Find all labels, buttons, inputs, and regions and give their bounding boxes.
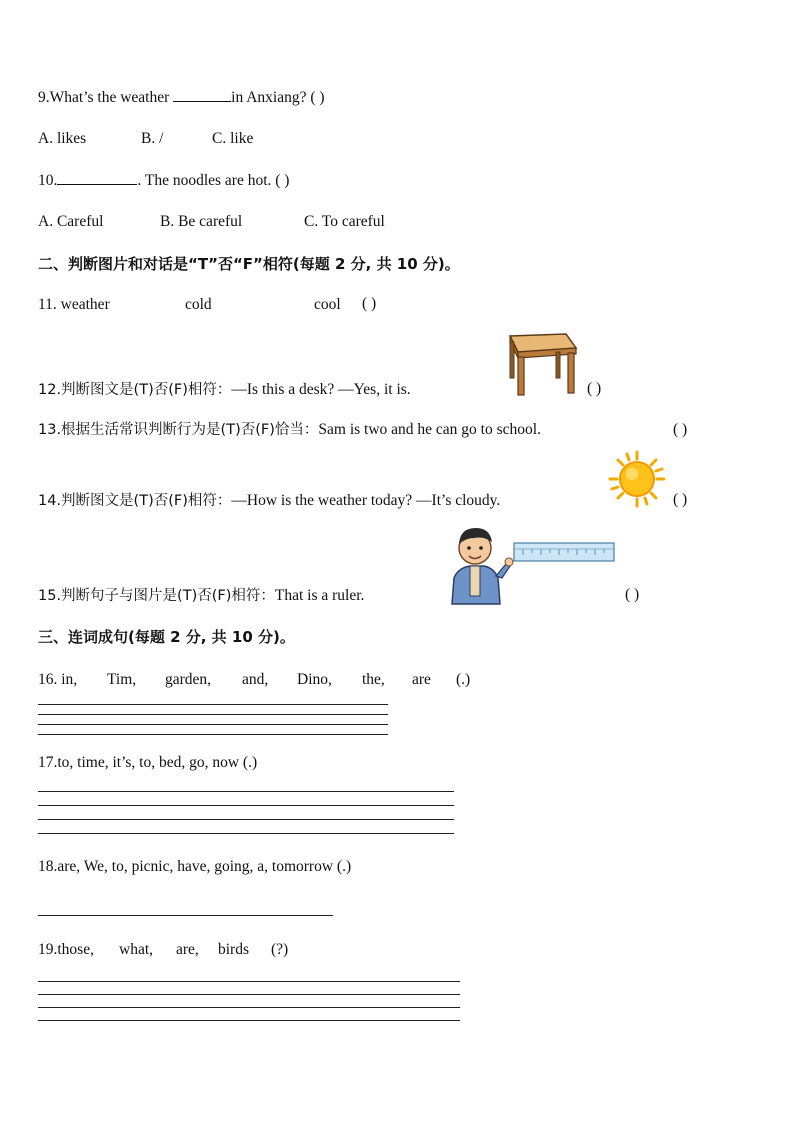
desk-icon — [500, 332, 578, 398]
q13-answer-paren[interactable]: ( ) — [673, 421, 688, 438]
q16-word: and, — [242, 671, 269, 688]
q16-word: are — [412, 671, 431, 688]
q9-option-b: B. / — [141, 130, 164, 147]
q16-word: 16. in, — [38, 671, 78, 688]
question-10: 10. . The noodles are hot. ( ) — [38, 172, 290, 189]
q10-option-c: C. To careful — [304, 213, 385, 230]
q9-option-c: C. like — [212, 130, 254, 147]
answer-line[interactable] — [38, 724, 388, 725]
q11-word-cold: cold — [185, 296, 212, 313]
q19-word: what, — [119, 941, 154, 958]
q19-word: birds — [218, 941, 249, 958]
answer-blank[interactable] — [57, 170, 137, 185]
q16-word: Dino, — [297, 671, 332, 688]
sun-icon — [608, 450, 666, 508]
q11-answer-paren[interactable]: ( ) — [362, 295, 377, 312]
answer-line[interactable] — [38, 714, 388, 715]
q16-word: (.) — [456, 671, 471, 688]
ruler-icon — [513, 541, 616, 563]
q11-number-word: 11. weather — [38, 296, 110, 313]
q16-word: Tim, — [107, 671, 137, 688]
q19-word: 19.those, — [38, 941, 94, 958]
section-3-heading: 三、连词成句(每题 2 分, 共 10 分)。 — [38, 628, 295, 646]
question-17: 17.to, time, it’s, to, bed, go, now (.) — [38, 754, 258, 771]
answer-line[interactable] — [38, 704, 388, 705]
boy-pointing-icon — [444, 520, 514, 604]
question-12: 12.判断图文是(T)否(F)相符：—Is this a desk? —Yes, it is. — [38, 381, 411, 398]
answer-line[interactable] — [38, 819, 454, 820]
answer-line[interactable] — [38, 994, 460, 995]
answer-line[interactable] — [38, 805, 454, 806]
answer-line[interactable] — [38, 915, 333, 916]
q9-option-a: A. likes — [38, 130, 87, 147]
q12-answer-paren[interactable]: ( ) — [587, 380, 602, 397]
q19-word: (?) — [271, 941, 289, 958]
answer-line[interactable] — [38, 1020, 460, 1021]
question-15: 15.判断句子与图片是(T)否(F)相符：That is a ruler. — [38, 587, 365, 604]
answer-line[interactable] — [38, 734, 388, 735]
q16-word: the, — [362, 671, 385, 688]
q14-answer-paren[interactable]: ( ) — [673, 491, 688, 508]
section-2-heading: 二、判断图片和对话是“T”否“F”相符(每题 2 分, 共 10 分)。 — [38, 255, 460, 273]
q11-word-cool: cool — [314, 296, 341, 313]
answer-blank[interactable] — [173, 87, 231, 102]
question-18: 18.are, We, to, picnic, have, going, a, tomorrow (.) — [38, 858, 352, 875]
q16-word: garden, — [165, 671, 212, 688]
answer-line[interactable] — [38, 833, 454, 834]
q10-option-b: B. Be careful — [160, 213, 243, 230]
question-14: 14.判断图文是(T)否(F)相符：—How is the weather today? —It’s cloudy. — [38, 492, 501, 509]
answer-line[interactable] — [38, 981, 460, 982]
answer-line[interactable] — [38, 791, 454, 792]
q19-word: are, — [176, 941, 199, 958]
answer-line[interactable] — [38, 1007, 460, 1008]
q10-option-a: A. Careful — [38, 213, 104, 230]
question-13: 13.根据生活常识判断行为是(T)否(F)恰当：Sam is two and he can go to school. — [38, 421, 541, 438]
q15-answer-paren[interactable]: ( ) — [625, 586, 640, 603]
question-9: 9.What’s the weather in Anxiang? ( ) — [38, 89, 325, 106]
